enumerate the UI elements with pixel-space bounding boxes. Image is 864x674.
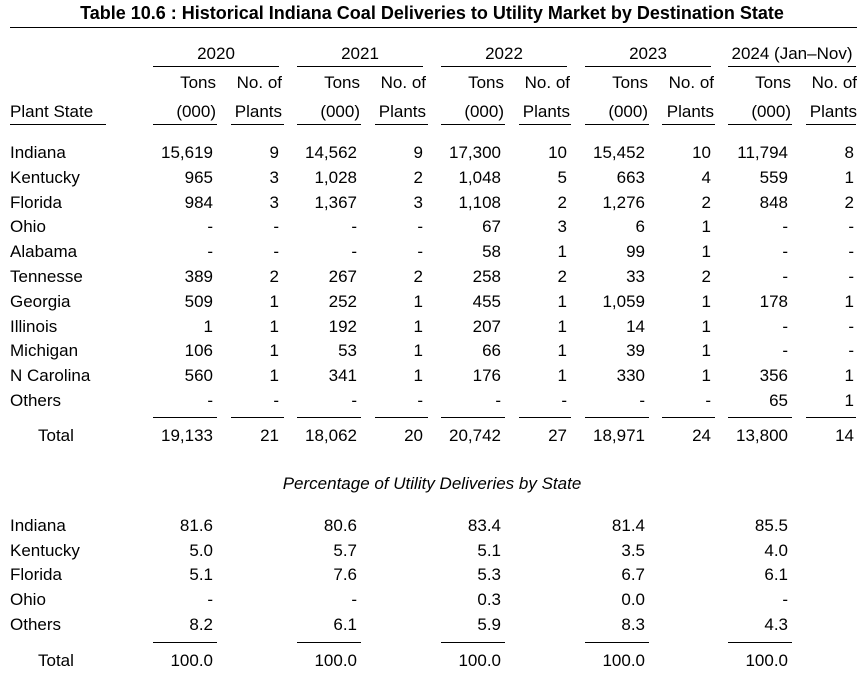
total-rule (806, 417, 856, 418)
table-cell: 1 (701, 366, 711, 385)
table-cell: 7.6 (333, 565, 357, 584)
table-cell: - (417, 217, 423, 236)
table-cell: 1 (557, 292, 567, 311)
table-cell: 21 (260, 426, 279, 445)
state-label: N Carolina (10, 366, 91, 385)
state-label: Total (38, 651, 74, 670)
table-row (0, 389, 864, 413)
plants-header: No. of (668, 73, 714, 92)
table-cell: - (351, 242, 357, 261)
table-cell: 1 (844, 391, 854, 410)
table-cell: 2 (701, 267, 711, 286)
table-cell: 252 (328, 292, 357, 311)
table-cell: - (705, 391, 711, 410)
table-cell: 2 (269, 267, 279, 286)
table-cell: 14 (626, 317, 645, 336)
state-label: Total (38, 426, 74, 445)
table-cell: 99 (626, 242, 645, 261)
table-title: Table 10.6 : Historical Indiana Coal Deliveries to Utility Market by Destination State (80, 3, 784, 23)
total-rule (375, 417, 428, 418)
table-row (0, 364, 864, 388)
percentage-row (0, 539, 864, 563)
year-header-rule (153, 66, 279, 67)
table-cell: 1,108 (458, 193, 501, 212)
table-cell: 33 (626, 267, 645, 286)
year-header-rule (585, 66, 711, 67)
table-cell: 4.0 (764, 541, 788, 560)
tons-unit-header: (000) (320, 102, 360, 121)
percentage-row (0, 613, 864, 637)
percentage-section-title: Percentage of Utility Deliveries by State (282, 474, 582, 493)
table-cell: 14,562 (305, 143, 357, 162)
table-cell: 1 (701, 217, 711, 236)
table-cell: 4 (701, 168, 711, 187)
header-underline (231, 124, 284, 125)
table-cell: 80.6 (323, 516, 357, 535)
table-cell: 18,971 (593, 426, 645, 445)
state-label: Others (10, 391, 62, 410)
state-label: Kentucky (10, 168, 80, 187)
tons-header: Tons (755, 73, 791, 92)
header-underline (662, 124, 715, 125)
table-cell: 389 (184, 267, 213, 286)
year-header-rule (297, 66, 423, 67)
year-header: 2024 (Jan–Nov) (731, 44, 853, 63)
table-cell: 1 (701, 317, 711, 336)
plants-header: No. of (811, 73, 857, 92)
plants-header: No. of (524, 73, 570, 92)
plant-state-header: Plant State (10, 102, 94, 121)
table-cell: 58 (482, 242, 501, 261)
table-cell: 1 (701, 341, 711, 360)
table-cell: 9 (413, 143, 423, 162)
state-label: Illinois (10, 317, 58, 336)
table-cell: 1,276 (602, 193, 645, 212)
plants-header-line2: Plants (378, 102, 426, 121)
table-cell: 1 (413, 317, 423, 336)
tons-unit-header: (000) (176, 102, 216, 121)
table-cell: 1 (844, 292, 854, 311)
table-cell: 81.4 (611, 516, 645, 535)
table-cell: 13,800 (736, 426, 788, 445)
table-cell: 66 (482, 341, 501, 360)
table-cell: 15,452 (593, 143, 645, 162)
header-underline (585, 124, 649, 125)
total-row (0, 424, 864, 448)
table-cell: 9 (269, 143, 279, 162)
table-cell: 3 (413, 193, 423, 212)
percentage-row (0, 514, 864, 538)
table-cell: 455 (472, 292, 501, 311)
table-cell: 5.9 (477, 615, 501, 634)
total-rule (441, 642, 505, 643)
table-cell: 3 (557, 217, 567, 236)
table-cell: 341 (328, 366, 357, 385)
table-cell: 3 (269, 193, 279, 212)
year-header: 2021 (341, 44, 379, 63)
total-rule (519, 417, 571, 418)
table-cell: - (351, 391, 357, 410)
table-cell: 5 (557, 168, 567, 187)
table-cell: - (495, 391, 501, 410)
table-row (0, 290, 864, 314)
plants-header: No. of (236, 73, 282, 92)
tons-header: Tons (180, 73, 216, 92)
header-underline (297, 124, 361, 125)
table-cell: 106 (184, 341, 213, 360)
table-row (0, 265, 864, 289)
plants-header-line2: Plants (809, 102, 857, 121)
table-cell: 8.3 (621, 615, 645, 634)
table-cell: 1 (203, 317, 213, 336)
state-label: Ohio (10, 590, 46, 609)
table-cell: - (273, 242, 279, 261)
table-cell: 3.5 (621, 541, 645, 560)
plants-header-line2: Plants (522, 102, 570, 121)
table-cell: 17,300 (449, 143, 501, 162)
state-label: Georgia (10, 292, 71, 311)
table-cell: 560 (184, 366, 213, 385)
table-cell: 1 (844, 168, 854, 187)
table-cell: 1 (269, 292, 279, 311)
table-cell: 1 (557, 242, 567, 261)
table-cell: 176 (472, 366, 501, 385)
table-cell: 100.0 (314, 651, 357, 670)
table-cell: 5.3 (477, 565, 501, 584)
table-cell: 100.0 (170, 651, 213, 670)
table-cell: - (561, 391, 567, 410)
table-cell: 1,028 (314, 168, 357, 187)
table-cell: 663 (616, 168, 645, 187)
table-cell: 1 (269, 317, 279, 336)
table-cell: 1 (557, 317, 567, 336)
table-cell: 2 (413, 168, 423, 187)
table-row (0, 315, 864, 339)
year-header-rule (441, 66, 567, 67)
table-cell: 100.0 (602, 651, 645, 670)
total-rule (297, 417, 361, 418)
table-cell: 1 (701, 292, 711, 311)
table-cell: 1 (269, 366, 279, 385)
table-cell: 0.3 (477, 590, 501, 609)
table-cell: - (782, 317, 788, 336)
percentage-row (0, 563, 864, 587)
table-cell: 6.7 (621, 565, 645, 584)
table-cell: - (782, 242, 788, 261)
tons-unit-header: (000) (751, 102, 791, 121)
percentage-row (0, 588, 864, 612)
table-cell: - (848, 317, 854, 336)
table-cell: 85.5 (754, 516, 788, 535)
table-row (0, 215, 864, 239)
table-cell: 848 (759, 193, 788, 212)
plants-header-line2: Plants (234, 102, 282, 121)
year-header: 2023 (629, 44, 667, 63)
table-cell: 1 (557, 341, 567, 360)
year-header: 2022 (485, 44, 523, 63)
total-rule (728, 417, 792, 418)
total-rule (153, 417, 217, 418)
table-cell: 27 (548, 426, 567, 445)
table-cell: 1,059 (602, 292, 645, 311)
table-cell: - (273, 217, 279, 236)
table-cell: - (782, 341, 788, 360)
table-cell: - (417, 242, 423, 261)
table-cell: 509 (184, 292, 213, 311)
total-rule (585, 417, 649, 418)
table-cell: - (848, 341, 854, 360)
table-row (0, 166, 864, 190)
header-underline (519, 124, 571, 125)
table-cell: 19,133 (161, 426, 213, 445)
tons-header: Tons (468, 73, 504, 92)
table-cell: - (848, 242, 854, 261)
table-cell: 1 (701, 242, 711, 261)
tons-header: Tons (324, 73, 360, 92)
table-cell: - (639, 391, 645, 410)
table-cell: 11,794 (737, 143, 788, 162)
table-cell: - (782, 217, 788, 236)
state-label: Others (10, 615, 62, 634)
table-cell: - (848, 217, 854, 236)
table-cell: 5.1 (477, 541, 501, 560)
table-cell: 5.0 (189, 541, 213, 560)
table-cell: - (417, 391, 423, 410)
total-rule (585, 642, 649, 643)
tons-unit-header: (000) (608, 102, 648, 121)
table-cell: 18,062 (305, 426, 357, 445)
total-rule (728, 642, 792, 643)
table-row (0, 240, 864, 264)
total-rule (297, 642, 361, 643)
table-cell: 1 (413, 341, 423, 360)
table-cell: 15,619 (161, 143, 213, 162)
table-cell: 100.0 (458, 651, 501, 670)
table-cell: 8.2 (189, 615, 213, 634)
header-underline (728, 124, 792, 125)
table-cell: - (848, 267, 854, 286)
table-cell: 192 (328, 317, 357, 336)
header-underline (806, 124, 856, 125)
table-cell: - (273, 391, 279, 410)
state-label: Kentucky (10, 541, 80, 560)
header-underline (441, 124, 505, 125)
table-cell: 965 (184, 168, 213, 187)
title-rule (10, 27, 857, 28)
table-cell: 20,742 (449, 426, 501, 445)
state-label: Florida (10, 193, 62, 212)
year-header-rule (728, 66, 856, 67)
table-cell: 984 (184, 193, 213, 212)
table-cell: - (351, 217, 357, 236)
percentage-total-row (0, 649, 864, 673)
table-cell: 24 (692, 426, 711, 445)
table-cell: - (782, 590, 788, 609)
header-underline (375, 124, 428, 125)
state-label: Michigan (10, 341, 79, 360)
table-cell: 207 (472, 317, 501, 336)
year-header: 2020 (197, 44, 235, 63)
table-cell: 1 (557, 366, 567, 385)
table-cell: - (207, 217, 213, 236)
table-cell: 258 (472, 267, 501, 286)
state-label: Ohio (10, 217, 46, 236)
state-label: Alabama (10, 242, 78, 261)
state-label: Indiana (10, 143, 66, 162)
table-cell: 356 (759, 366, 788, 385)
table-row (0, 141, 864, 165)
table-cell: 0.0 (621, 590, 645, 609)
table-cell: 83.4 (467, 516, 501, 535)
table-cell: 6 (635, 217, 645, 236)
table-cell: 14 (835, 426, 854, 445)
table-cell: - (207, 590, 213, 609)
table-cell: - (207, 391, 213, 410)
table-cell: 1 (413, 366, 423, 385)
table-cell: 10 (692, 143, 711, 162)
state-label: Tennesse (10, 267, 83, 286)
table-row (0, 191, 864, 215)
table-cell: 2 (413, 267, 423, 286)
state-label: Florida (10, 565, 62, 584)
table-cell: 4.3 (764, 615, 788, 634)
table-cell: 8 (844, 143, 854, 162)
table-cell: 178 (759, 292, 788, 311)
table-cell: 1,048 (458, 168, 501, 187)
table-cell: 2 (844, 193, 854, 212)
table-cell: 1 (269, 341, 279, 360)
table-cell: 6.1 (764, 565, 788, 584)
table-cell: - (351, 590, 357, 609)
table-cell: 81.6 (179, 516, 213, 535)
table-cell: 2 (701, 193, 711, 212)
table-cell: 53 (338, 341, 357, 360)
table-cell: 100.0 (745, 651, 788, 670)
table-cell: 5.7 (333, 541, 357, 560)
plant-state-underline (10, 124, 106, 125)
total-rule (441, 417, 505, 418)
table-cell: 1,367 (314, 193, 357, 212)
table-cell: 559 (759, 168, 788, 187)
table-cell: - (207, 242, 213, 261)
table-cell: - (782, 267, 788, 286)
total-rule (231, 417, 284, 418)
table-cell: 2 (557, 267, 567, 286)
table-cell: 67 (482, 217, 501, 236)
table-row (0, 339, 864, 363)
table-cell: 65 (769, 391, 788, 410)
table-cell: 2 (557, 193, 567, 212)
plants-header: No. of (380, 73, 426, 92)
total-rule (662, 417, 715, 418)
table-cell: 10 (548, 143, 567, 162)
table-cell: 330 (616, 366, 645, 385)
header-underline (153, 124, 217, 125)
table-cell: 6.1 (333, 615, 357, 634)
table-cell: 3 (269, 168, 279, 187)
table-cell: 20 (404, 426, 423, 445)
table-cell: 5.1 (189, 565, 213, 584)
tons-unit-header: (000) (464, 102, 504, 121)
total-rule (153, 642, 217, 643)
state-label: Indiana (10, 516, 66, 535)
table-cell: 39 (626, 341, 645, 360)
table-cell: 1 (413, 292, 423, 311)
tons-header: Tons (612, 73, 648, 92)
table-cell: 267 (328, 267, 357, 286)
table-cell: 1 (844, 366, 854, 385)
plants-header-line2: Plants (666, 102, 714, 121)
